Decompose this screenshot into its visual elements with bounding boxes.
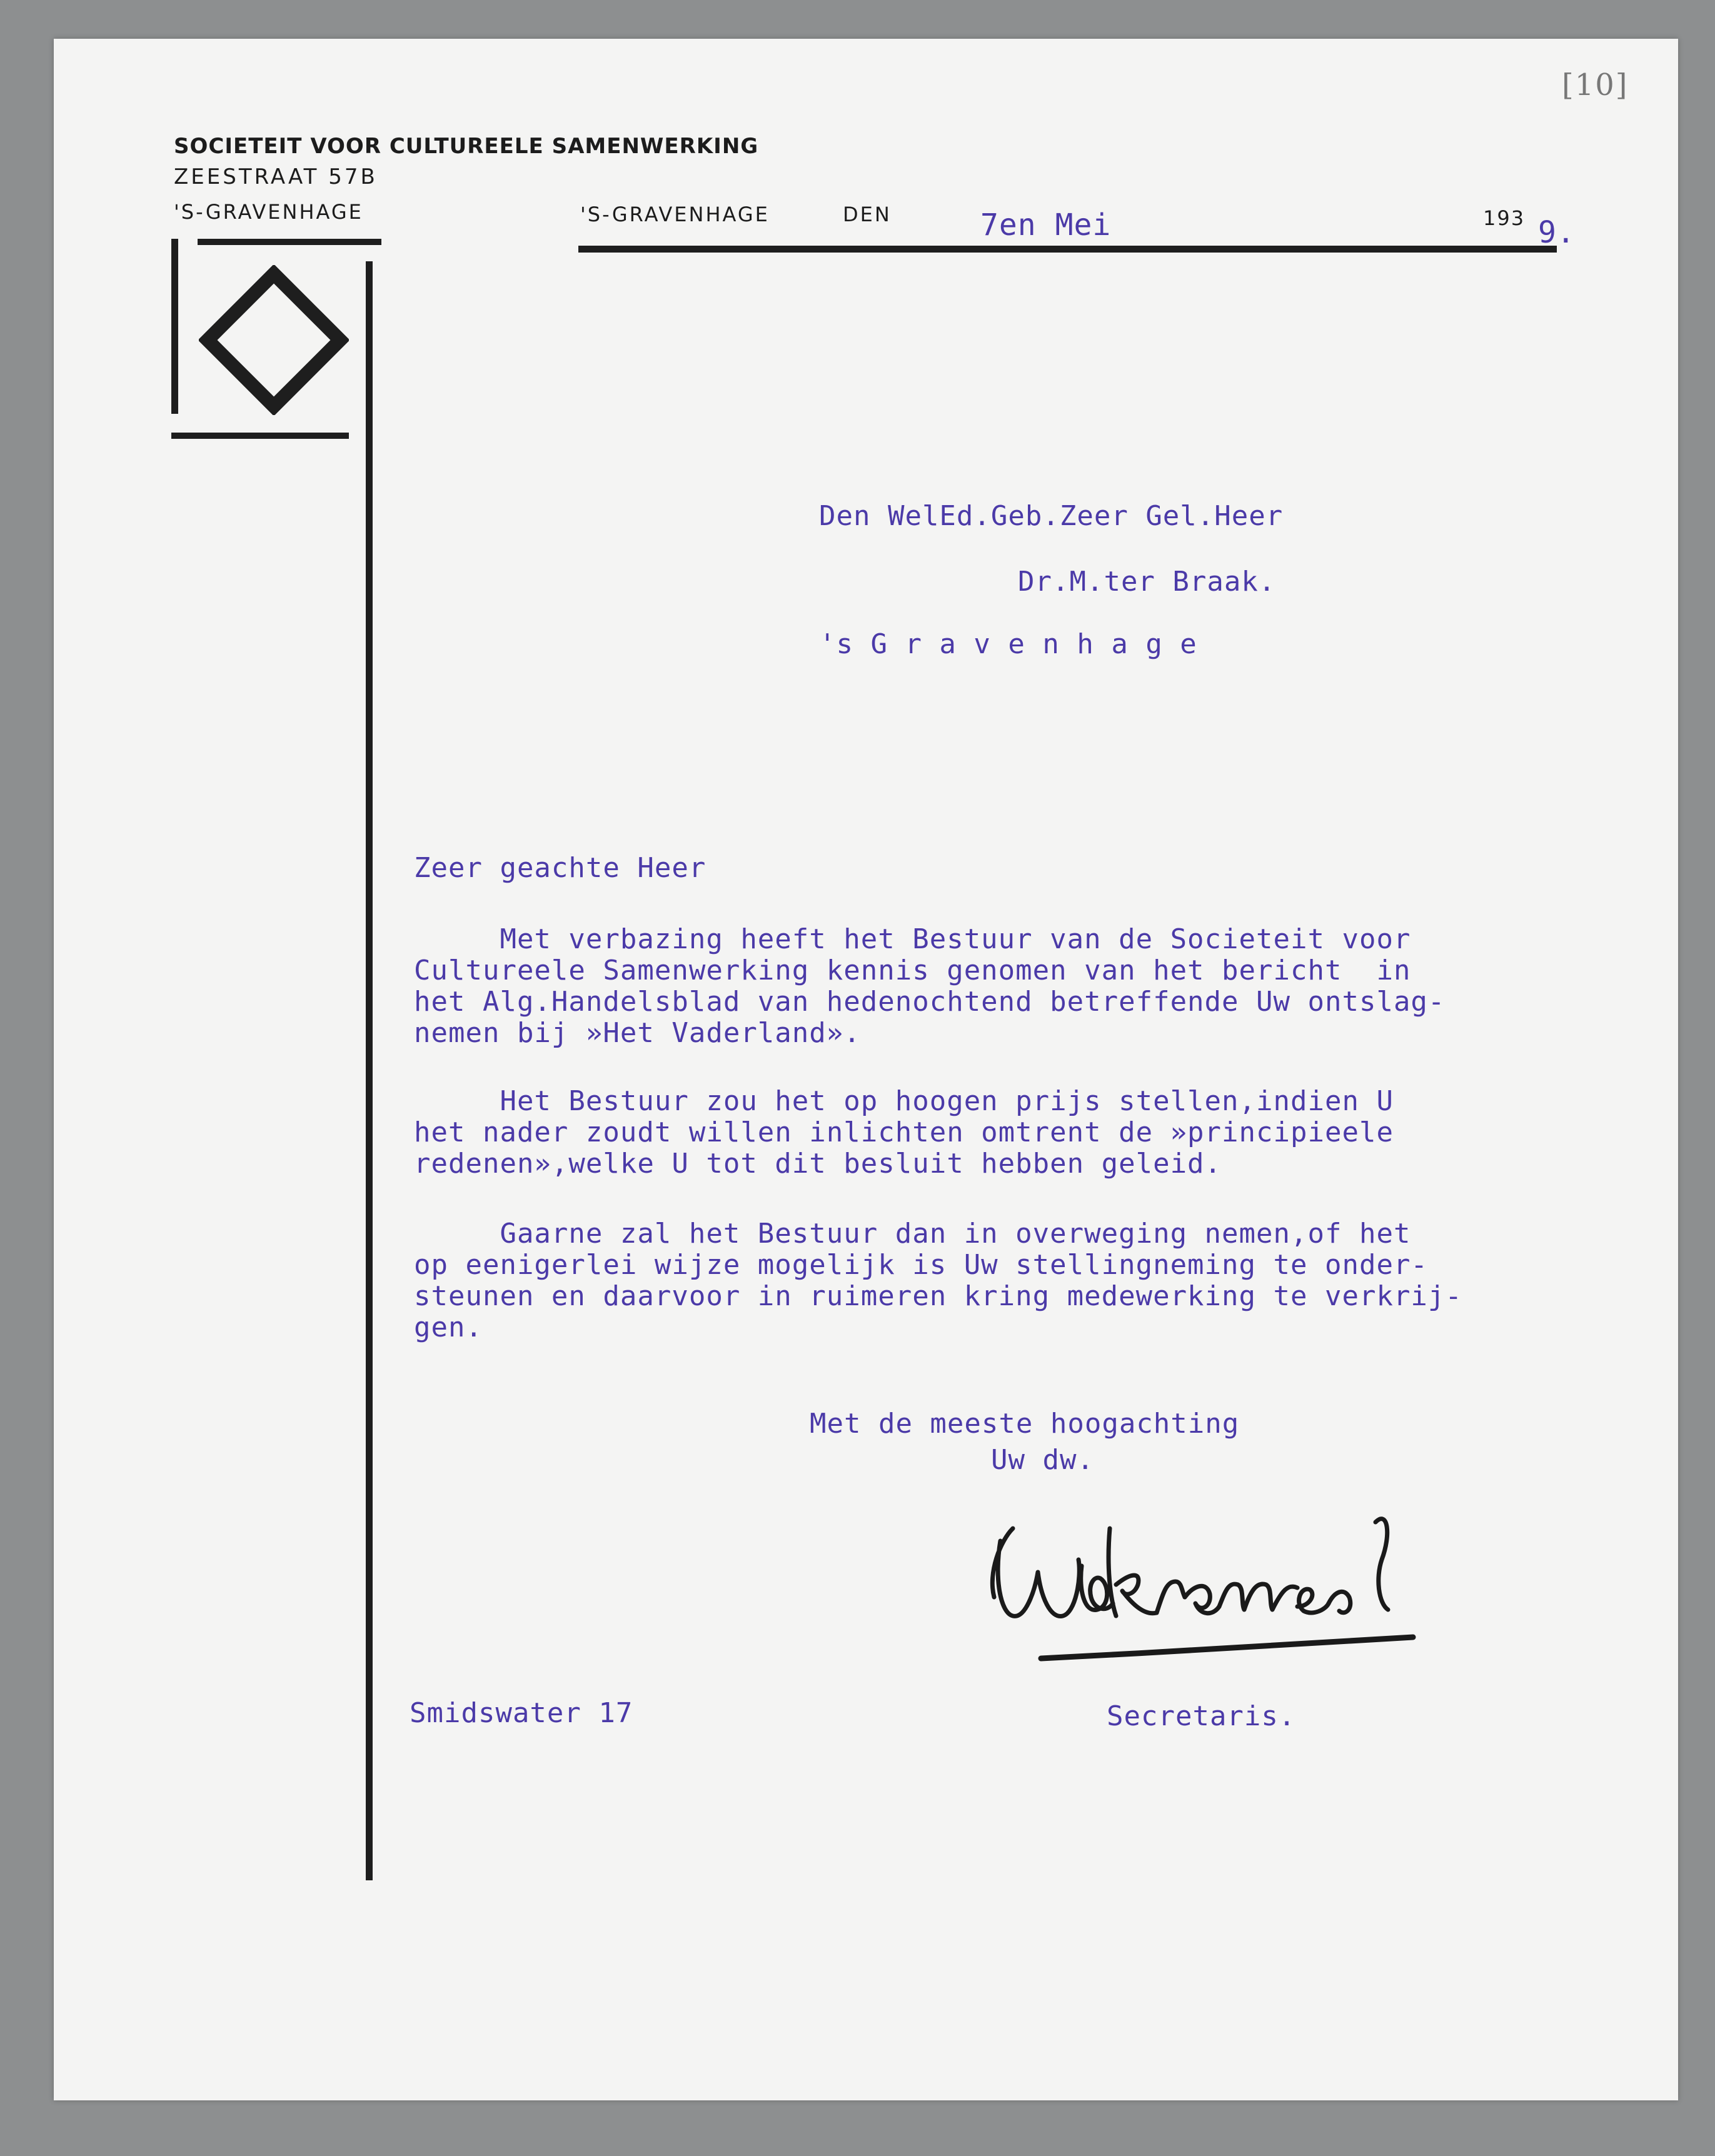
addressee-line-3: 's G r a v e n h a g e <box>819 628 1197 660</box>
signatory-role: Secretaris. <box>1107 1700 1296 1732</box>
organisation-name: SOCIETEIT VOOR CULTUREELE SAMENWERKING <box>174 134 759 159</box>
addressee-line-1: Den WelEd.Geb.Zeer Gel.Heer <box>819 500 1284 532</box>
logo-left-rule <box>171 239 178 414</box>
closing-2: Uw dw. <box>991 1444 1094 1476</box>
body-line: nemen bij »Het Vaderland». <box>414 1017 861 1049</box>
body-line: steunen en daarvoor in ruimeren kring medewerking te verkrij- <box>414 1280 1462 1312</box>
diamond-icon <box>199 265 349 415</box>
addressee-line-2: Dr.M.ter Braak. <box>1018 566 1276 598</box>
body-line: op eenigerlei wijze mogelijk is Uw stellingneming te onder- <box>414 1249 1428 1281</box>
logo-bottom-rule <box>171 433 349 439</box>
street-address: ZEESTRAAT 57B <box>174 164 378 189</box>
body-line: Cultureele Samenwerking kennis genomen van het bericht in <box>414 955 1411 986</box>
den-label: DEN <box>843 203 892 226</box>
body-line: Gaarne zal het Bestuur dan in overweging nemen,of het <box>414 1218 1411 1250</box>
logo-top-rule <box>198 239 381 245</box>
body-line: het Alg.Handelsblad van hedenochtend betreffende Uw ontslag- <box>414 986 1446 1018</box>
salutation: Zeer geachte Heer <box>414 852 707 884</box>
closing: Met de meeste hoogachting <box>810 1408 1240 1440</box>
body-line: Met verbazing heeft het Bestuur van de Societeit voor <box>414 923 1411 955</box>
body-line: het nader zoudt willen inlichten omtrent de »principieele <box>414 1116 1394 1148</box>
place-line: 'S-GRAVENHAGE <box>580 203 770 226</box>
archive-mark: [10] <box>1562 68 1629 103</box>
letter-date: 7en Mei <box>980 208 1112 243</box>
handwritten-signature <box>975 1503 1438 1666</box>
city-name: 'S-GRAVENHAGE <box>174 200 363 224</box>
body-line: gen. <box>414 1311 483 1343</box>
year-prefix: 193 <box>1483 206 1526 230</box>
year-digit: 9. <box>1538 215 1576 250</box>
vertical-margin-rule <box>366 261 373 1880</box>
date-rule <box>578 246 1557 253</box>
return-address: Smidswater 17 <box>410 1697 633 1729</box>
body-line: redenen»,welke U tot dit besluit hebben geleid. <box>414 1148 1222 1180</box>
body-line: Het Bestuur zou het op hoogen prijs stellen,indien U <box>414 1085 1394 1117</box>
